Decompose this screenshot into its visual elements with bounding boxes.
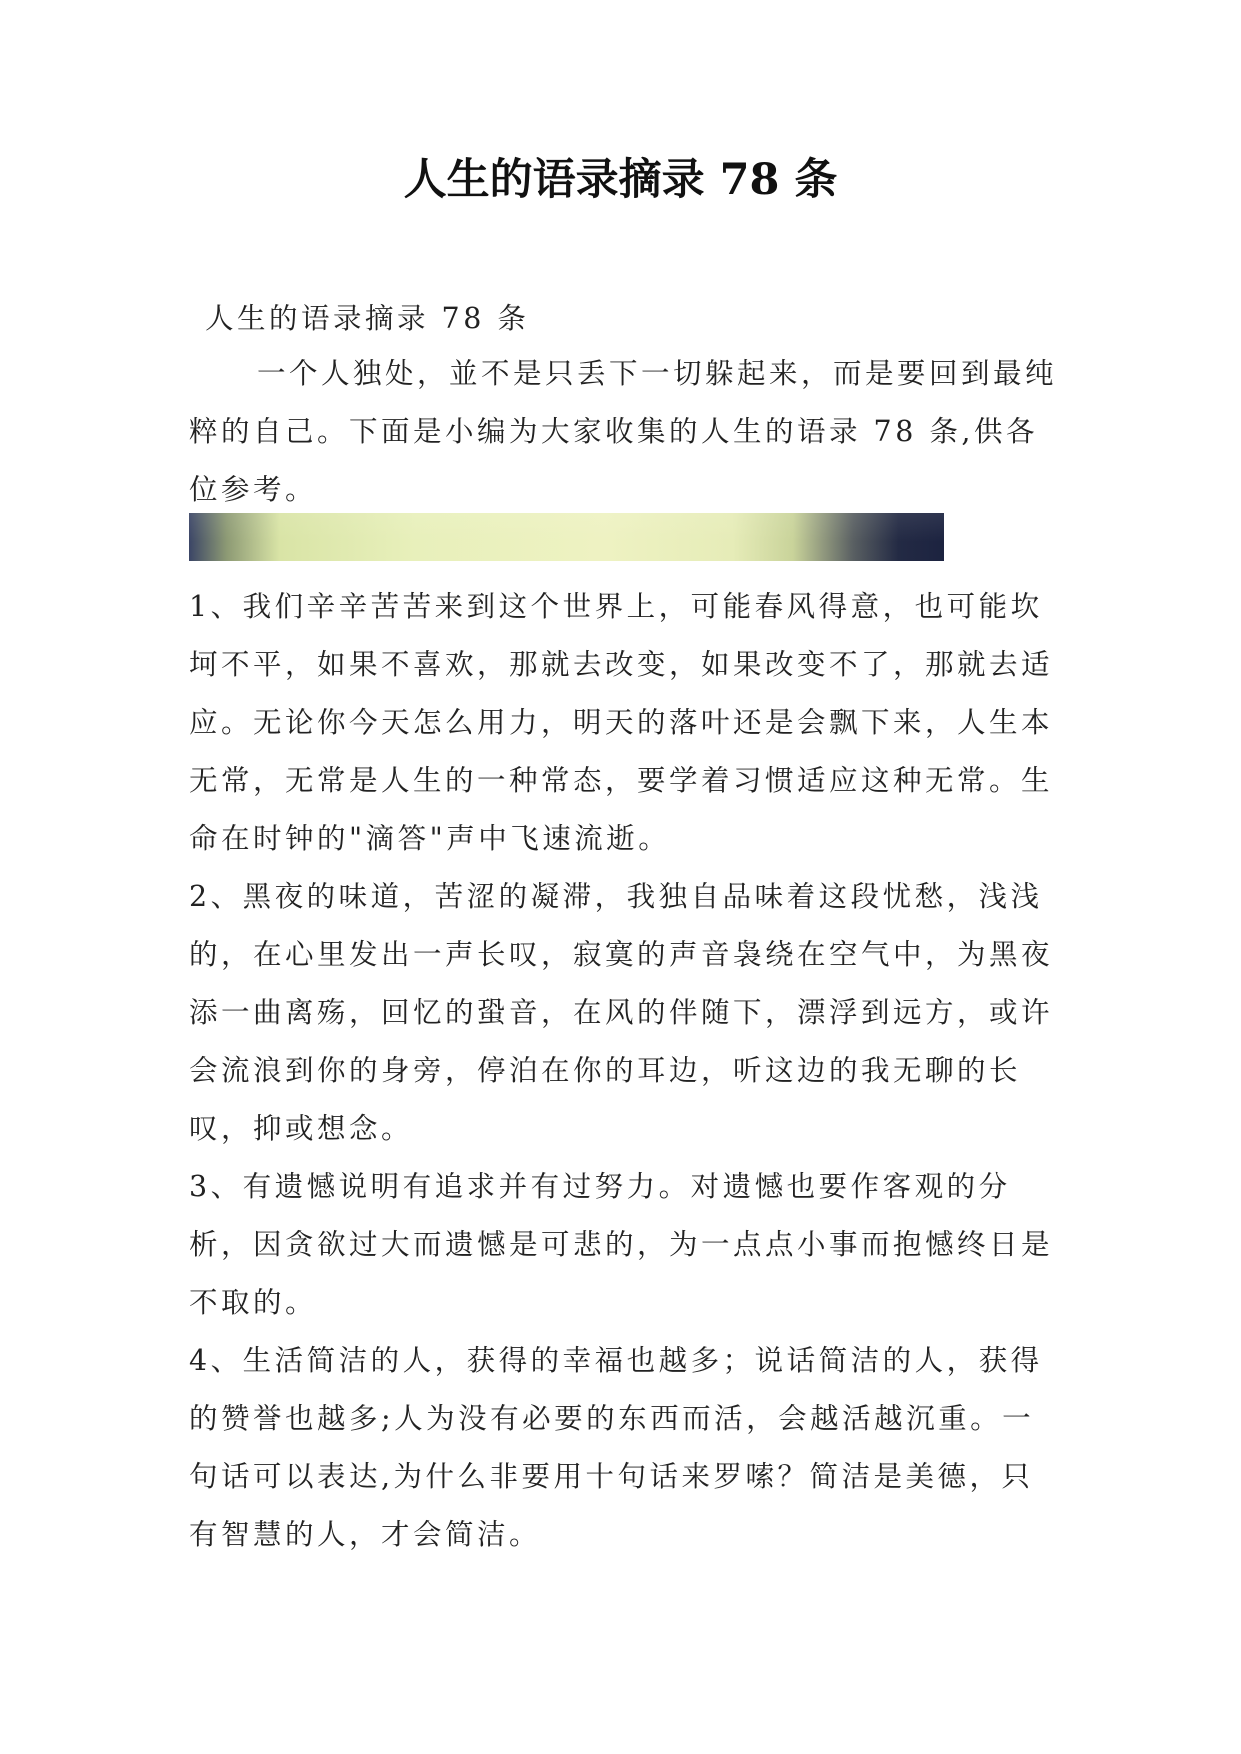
- intro-paragraph: 一个人独处，並不是只丢下一切躲起来，而是要回到最纯粹的自己。下面是小编为大家收集的人生的语录 78 条,供各位参考。: [189, 357, 1058, 506]
- quote-item-2: 2、黑夜的味道，苦涩的凝滞，我独自品味着这段忧愁，浅浅的，在心里发出一声长叹，寂寞的声音袅绕在空气中，为黑夜添一曲离殇，回忆的蛩音，在风的伴随下，漂浮到远方，或许会流浪到你的身旁，停泊在你的耳边，听这边的我无聊的长叹，抑或想念。: [189, 880, 1054, 1145]
- decorative-banner-image: [189, 513, 944, 561]
- document-title: 人生的语录摘录 78 条: [403, 155, 838, 205]
- quote-item-3: 3、有遗憾说明有追求并有过努力。对遗憾也要作客观的分析，因贪欲过大而遗憾是可悲的，为一点点小事而抱憾终日是不取的。: [189, 1170, 1054, 1319]
- quote-item-4: 4、生活简洁的人，获得的幸福也越多；说话简洁的人，获得的赞誉也越多;人为没有必要的东西而活，会越活越沉重。一句话可以表达,为什么非要用十句话来罗嗦？简洁是美德，只有智慧的人，才会简洁。: [189, 1344, 1043, 1551]
- quote-item-1: 1、我们辛辛苦苦来到这个世界上，可能春风得意，也可能坎坷不平，如果不喜欢，那就去改变，如果改变不了，那就去适应。无论你今天怎么用力，明天的落叶还是会飘下来，人生本无常，无常是人生的一种常态，要学着习惯适应这种无常。生命在时钟的"滴答"声中飞速流逝。: [189, 590, 1054, 855]
- quote-list: [189, 578, 1059, 1564]
- document-subtitle: 人生的语录摘录 78 条: [205, 302, 530, 335]
